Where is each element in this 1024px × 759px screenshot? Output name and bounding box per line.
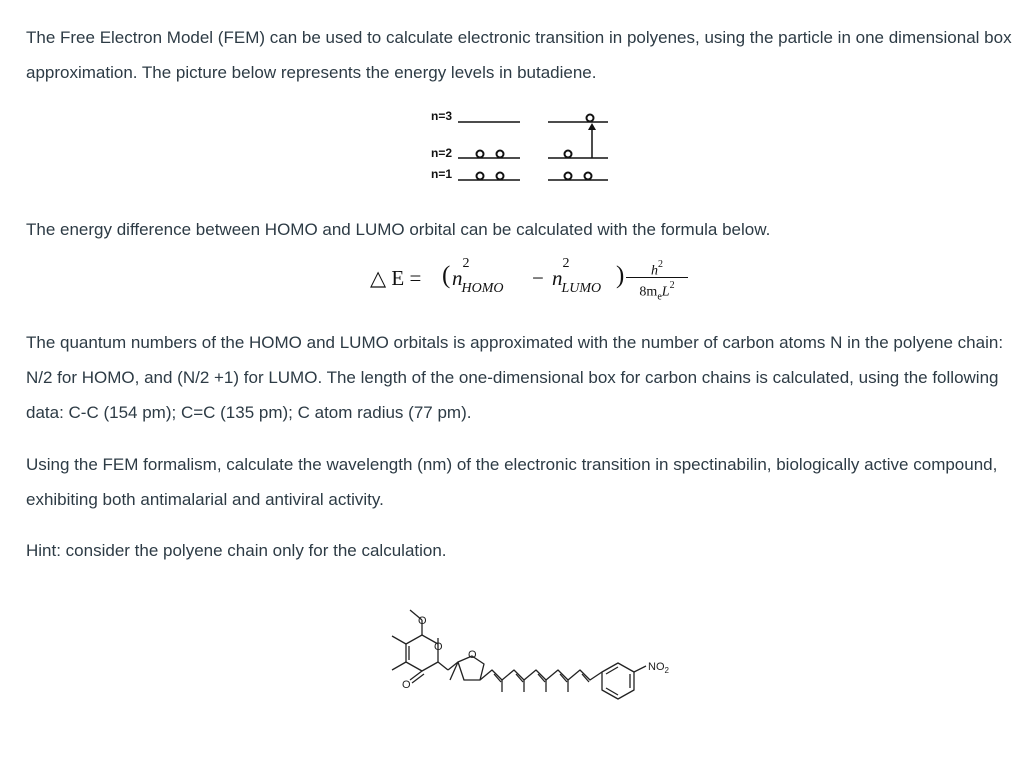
- spectinabilin-structure: [380, 600, 700, 705]
- intro-paragraph: The Free Electron Model (FEM) can be used to calculate electronic transition in polyenes, using the particle in one dimensional box approximation. The picture below represents the energy levels in butadiene.: [26, 28, 1012, 82]
- formula-minus: −: [532, 266, 544, 290]
- formula-lhs: △ E =: [370, 266, 422, 290]
- energy-levels-svg: [420, 106, 620, 186]
- formula-lumo-term: $n^2_{LUMO}$: [552, 256, 602, 297]
- level-label-n2: n=2: [431, 146, 453, 160]
- energy-formula: [370, 256, 700, 306]
- thf-oxygen: O: [468, 649, 477, 661]
- carbonyl-oxygen: O: [402, 679, 411, 691]
- paren-close: ): [616, 262, 625, 289]
- formula-intro-paragraph: The energy difference between HOMO and LUMO orbital can be calculated with the formula below.: [26, 220, 771, 239]
- hint-paragraph: Hint: consider the polyene chain only for the calculation.: [26, 541, 447, 560]
- formula-fraction: [626, 258, 688, 303]
- fraction-denominator: $8m_eL^2$: [639, 280, 675, 303]
- methoxy-oxygen: O: [418, 615, 427, 627]
- level-label-n3: n=3: [431, 109, 453, 123]
- question-paragraph: Using the FEM formalism, calculate the wavelength (nm) of the electronic transition in spectinabilin, biologically active compound, exhibiting both antimalarial and antiviral activity.: [26, 455, 998, 509]
- pyranone-oxygen: O: [434, 641, 443, 653]
- nitro-group: $NO_2$: [648, 661, 669, 675]
- formula-homo-term: $n^2_{HOMO}$: [452, 256, 504, 297]
- quantum-paragraph: The quantum numbers of the HOMO and LUMO orbitals is approximated with the number of carbon atoms N in the polyene chain: N/2 for HOMO, and (N/2 +1) for LUMO. The length of the one-dimensional box for carbon chains is calculated, using the following data: C-C (154 pm); C=C (135 pm); C atom radius (77 pm).: [26, 333, 1004, 422]
- paren-open: (: [442, 262, 451, 289]
- molecule-svg: [380, 600, 700, 705]
- fraction-numerator: $h^2$: [651, 259, 663, 279]
- energy-level-diagram: [420, 106, 620, 186]
- level-label-n1: n=1: [431, 167, 453, 181]
